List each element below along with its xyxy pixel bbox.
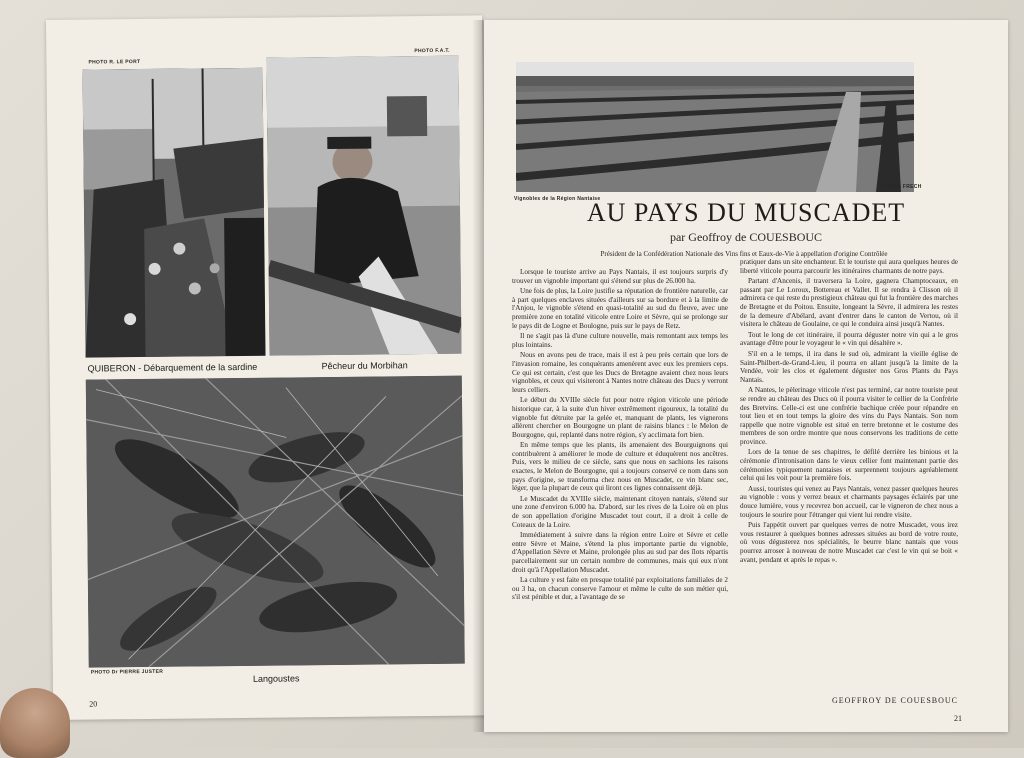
paragraph: pratiquer dans un site enchanteur. Et le touriste qui aura quelques heures de liberté viticole pourra parcourir les itinéraires charmants de notre pays. <box>740 258 958 275</box>
photo-credit-lobsters: PHOTO Dr PIERRE JUSTER <box>90 668 164 676</box>
photo-credit-vineyard: PHOTO FRECH <box>882 184 922 190</box>
caption-fisherman: Pêcheur du Morbihan <box>321 360 408 372</box>
article-byline: par Geoffroy de COUESBOUC <box>669 230 823 244</box>
fisherman-photo <box>266 56 461 356</box>
paragraph: En même temps que les plants, ils amenaient des Bourguignons qui contribuèrent à améliorer le mode de culture et éduquèrent nos ancêtres. Puis, vers le milieu de ce siècle, sans que nous en sachions les raisons exactes, le Melon de Bourgogne, qui a toujours conservé ce nom dans son pays d'origine, se transforma chez nous en Muscadet, ce vin blanc sec, léger, que la plupart de ceux qui liront ces lignes connaissent déjà. <box>512 441 728 493</box>
paragraph: Une fois de plus, la Loire justifie sa réputation de frontière naturelle, car à part quelques enclaves situées d'ailleurs sur sa bordure et à la limite de l'Anjou, le vignoble s'étend en quasi-totalité au sud du fleuve, avec une première zone en totalité viticole entre Loire et Sèvre, qui se prolonge sur le pays dit de Logne et Boulogne, puis sur le pays de Retz. <box>512 287 728 330</box>
paragraph: Immédiatement à suivre dans la région entre Loire et Sèvre et celle entre Sèvre et Maine, s'étend la plus importante partie du vignoble, d'Appellation Sèvre et Maine, prolongée plus au sud par des îlots répartis parcellairement sur un certain nombre de communes, mais qui eux n'ont droit qu'à l'Appellation Muscadet. <box>512 531 728 574</box>
paragraph: Tout le long de cet itinéraire, il pourra déguster notre vin qui a le gros avantage d'être pour le voyageur le « vin qui désaltère ». <box>740 330 958 348</box>
right-page <box>484 20 1008 732</box>
caption-harbor: QUIBERON - Débarquement de la sardine <box>87 361 258 374</box>
page-number-left: 20 <box>89 699 98 709</box>
article-subtitle: Président de la Confédération Nationale des Vins fins et Eaux-de-Vie à appellation d'origine Contrôlée <box>600 250 888 258</box>
vineyard-photo <box>516 62 914 192</box>
caption-vineyard: Vignobles de la Région Nantaise <box>514 196 601 202</box>
left-page <box>46 15 489 720</box>
paragraph: Il ne s'agit pas là d'une culture nouvelle, mais remontant aux temps les plus lointains. <box>512 332 728 349</box>
paragraph: S'il en a le temps, il ira dans le sud où, admirant la vieille église de Saint-Philbert-de-Grand-Lieu, il pourra en allant jusqu'à la limite de la Vendée, voir les clos et également déguster nos Gros Plants du Pays Nantais. <box>740 349 958 384</box>
paragraph: Partant d'Ancenis, il traversera la Loire, gagnera Champtoceaux, en passant par Le Loroux, Bottereau et Vallet. Il se rendra à Clisson où il admirera ce qui reste du prestigieux château qui fut la frontière des marches de Bretagne et du Poitou. Ensuite, longeant la Sèvre, il admirera les restes de la demeure d'Abélard, avant d'entrer dans le canton de Vertou, où il visitera le château de Goulaine, ce qui le conduira ainsi jusqu'à Nantes. <box>740 277 958 329</box>
page-number-right: 21 <box>954 714 962 723</box>
paragraph: La culture y est faite en presque totalité par exploitations familiales de 2 ou 3 ha, on chacun conserve l'amour et même le culte de son métier qui, s'il est pénible et dur, a l'avantage de se <box>512 576 728 602</box>
harbor-photo <box>83 68 266 358</box>
lobsters-photo <box>86 376 465 668</box>
paragraph: Aussi, touristes qui venez au Pays Nantais, venez passer quelques heures au vignoble : vous y verrez beaux et charmants paysages éclairés par une douce lumière, vous y recevrez bon accueil, car le vigneron de chez nous a toujours le sourire pour l'étranger qui vient lui rendre visite. <box>740 484 958 519</box>
caption-lobsters: Langoustes <box>252 673 300 684</box>
article-signature: GEOFFROY DE COUESBOUC <box>831 696 958 705</box>
paragraph: Le Muscadet du XVIIIe siècle, maintenant citoyen nantais, s'étend sur une zone d'environ 6.000 ha. D'abord, sur les rives de la Loire où en plus de son appellation d'origine Muscadet tout court, il a droit à celle de Coteaux de la Loire. <box>512 494 728 529</box>
article-title: AU PAYS DU MUSCADET <box>586 198 906 227</box>
paragraph: Lorsque le touriste arrive au Pays Nantais, il est toujours surpris d'y trouver un vignoble important qui s'étend sur plus de 26.000 ha. <box>512 268 728 285</box>
paragraph: Puis l'appétit ouvert par quelques verres de notre Muscadet, vous irez vous restaurer à quelques bonnes adresses situées au bord de votre route, où vous dégusterez nos spécialités, le beurre blanc nantais que vous pourrez arroser à nouveau de notre Muscadet car c'est le vin qui se boit « avant, pendant et après le repas ». <box>740 521 958 564</box>
paragraph: A Nantes, le pèlerinage viticole n'est pas terminé, car notre touriste peut se rendre au château des Ducs où il pourra visiter le cellier de la Confrérie des Bretvins. Celle-ci est une confrérie bachique créée pour répandre en tout lieu et en tout temps la gloire des vins du Pays Nantais. Son nom rappelle que notre vignoble est situé en terre bretonne et le costume des membres de son ordre montre que nous conservons les traditions de cette province. <box>740 386 958 446</box>
article-column-2 <box>740 258 958 566</box>
paragraph: Lors de la tenue de ses chapitres, le défilé derrière les binious et la cérémonie d'intronisation dans le vieux cellier font maintenant partie des cérémonies typiquement nantaises et surprennent toujours agréablement celui qui les voit pour la première fois. <box>740 448 958 483</box>
paragraph: Nous en avons peu de trace, mais il est à peu près certain que lors de l'invasion romaine, les conquérants amenèrent avec eux les premiers ceps. Ce qui est certain, c'est que les Ducs de Bretagne avaient chez nous leurs vignobles, et ceux qui visiteront à Nantes notre château des Ducs y verront leurs celliers. <box>512 351 728 394</box>
paragraph: Le début du XVIIIe siècle fut pour notre région viticole une période historique car, à la suite d'un hiver extrêmement rigoureux, la totalité du vignoble fut détruite par la gelée et, manquant de plants, les vignerons allèrent chercher en Bourgogne un plant de raisins blancs : le Melon de Bourgogne, qui, replanté dans notre région, s'y acclimata fort bien. <box>512 396 728 439</box>
photo-credit-fisherman: PHOTO F.A.T. <box>414 47 450 55</box>
article-column-1 <box>512 268 728 604</box>
photo-credit-harbor: PHOTO R. LE PORT <box>88 59 141 66</box>
